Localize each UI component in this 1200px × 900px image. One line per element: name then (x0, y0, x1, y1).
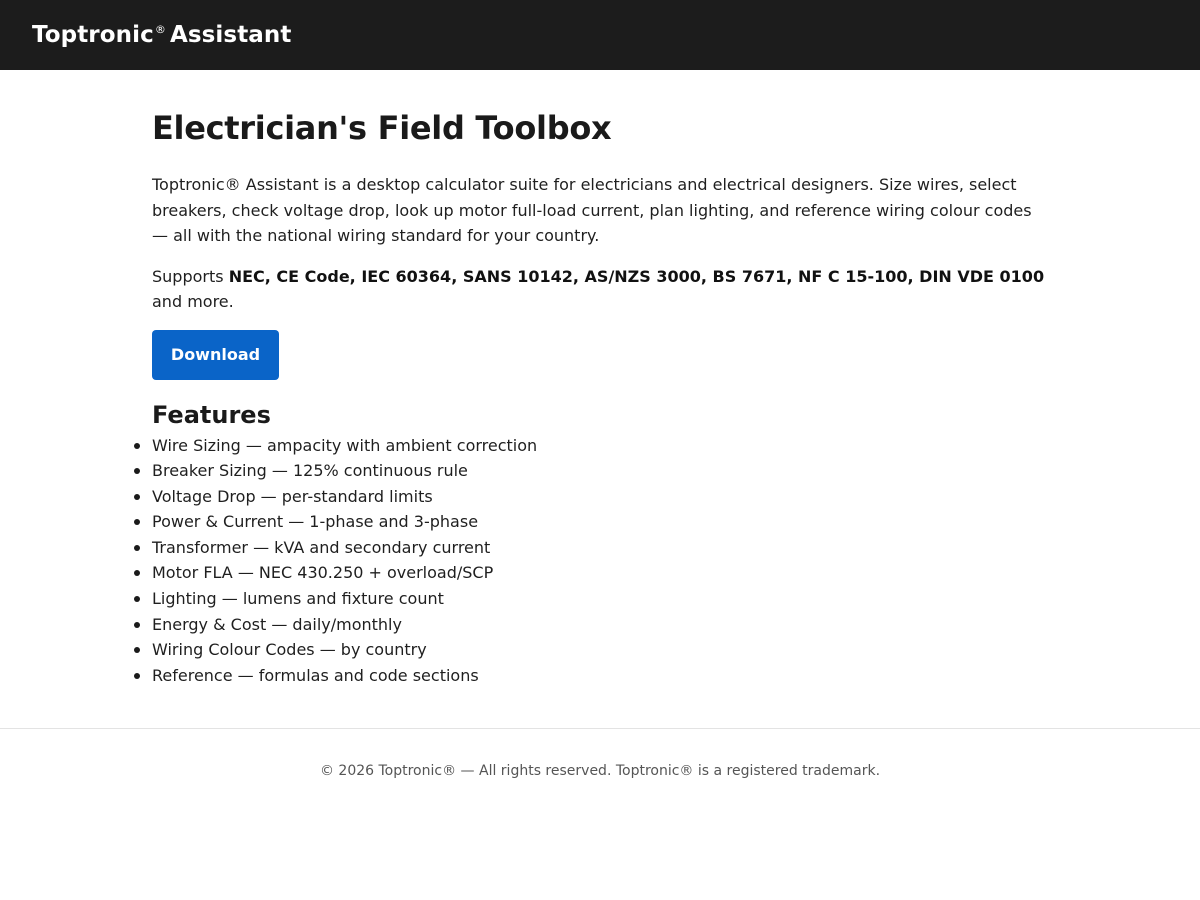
footer-copyright: © 2026 Toptronic® — All rights reserved. Toptronic® is a registered trademark. (319, 763, 881, 779)
brand-registered-mark: ® (154, 23, 166, 36)
brand-suffix: Assistant (169, 22, 292, 48)
supports-suffix: and more. (152, 291, 234, 311)
brand-name: Toptronic (32, 22, 154, 48)
feature-item: Motor FLA — NEC 430.250 + overload/SCP (152, 560, 1048, 586)
page-title: Electrician's Field Toolbox (152, 109, 612, 147)
top-bar (0, 0, 1200, 70)
supports-prefix: Supports (152, 266, 224, 286)
features-heading: Features (152, 400, 271, 429)
feature-item: Breaker Sizing — 125% continuous rule (152, 458, 1048, 484)
download-button[interactable]: Download (152, 330, 279, 380)
supported-standards: NEC, CE Code, IEC 60364, SANS 10142, AS/NZS 3000, BS 7671, NF C 15-100, DIN VDE 0100 (228, 266, 1045, 286)
feature-item: Reference — formulas and code sections (152, 663, 1048, 689)
main-content (152, 70, 1048, 688)
intro-paragraph: Toptronic® Assistant is a desktop calculator suite for electricians and electrical designers. Size wires, select breakers, check voltage drop, look up motor full-load current, plan lighting, and reference wiring colour codes — all with the national wiring standard for your country. (152, 175, 1032, 245)
feature-item: Wiring Colour Codes — by country (152, 637, 1048, 663)
feature-item: Energy & Cost — daily/monthly (152, 612, 1048, 638)
feature-item: Voltage Drop — per-standard limits (152, 484, 1048, 510)
feature-item: Transformer — kVA and secondary current (152, 535, 1048, 561)
brand-logo[interactable] (32, 22, 292, 48)
feature-item: Power & Current — 1-phase and 3-phase (152, 509, 1048, 535)
footer (0, 728, 1200, 779)
feature-item: Lighting — lumens and fixture count (152, 586, 1048, 612)
features-list (152, 433, 1048, 689)
feature-item: Wire Sizing — ampacity with ambient correction (152, 433, 1048, 459)
supports-paragraph (152, 264, 1048, 314)
